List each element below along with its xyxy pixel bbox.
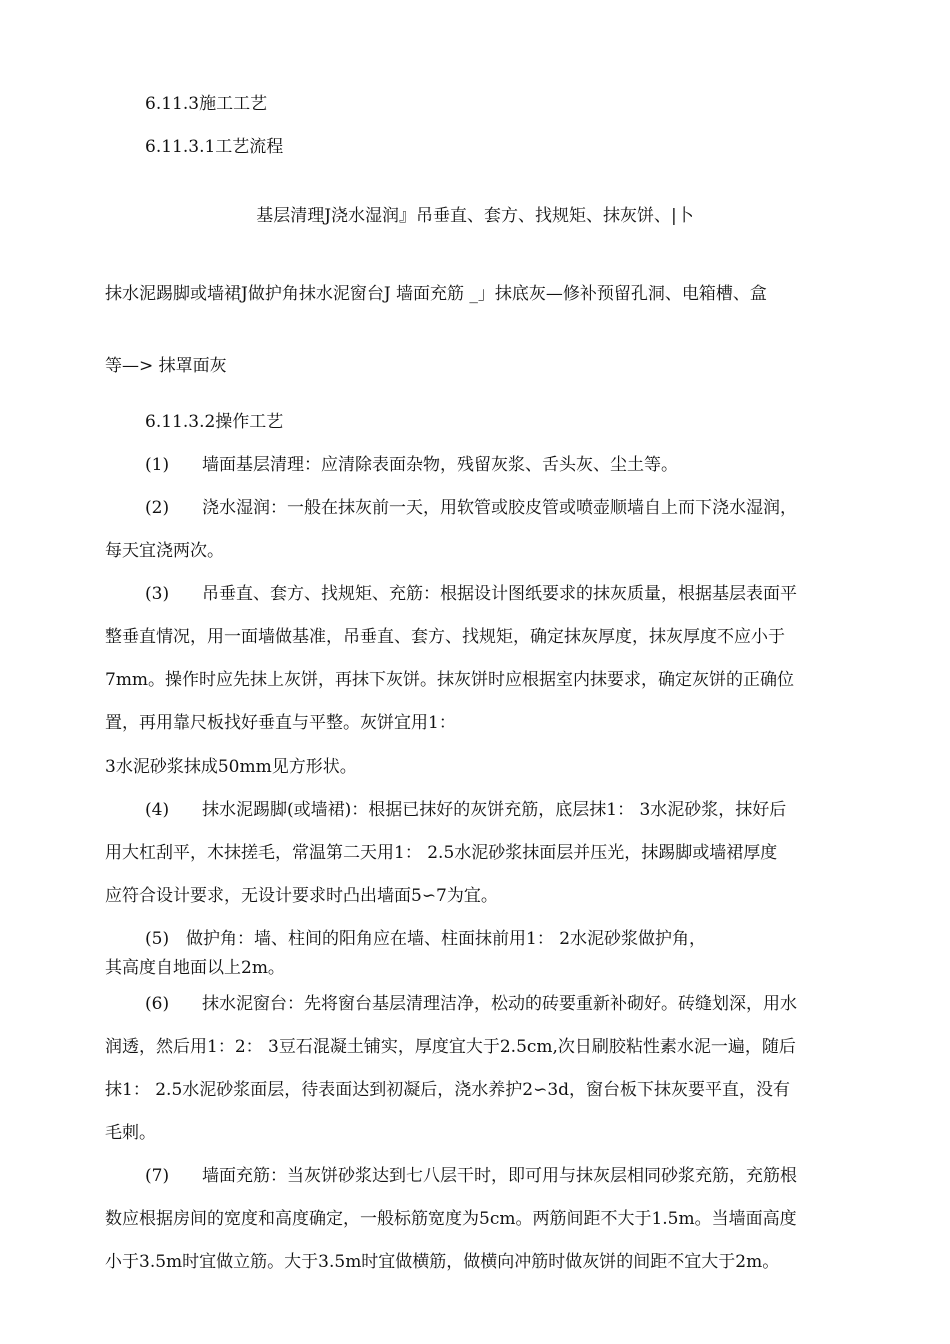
item-number: (3)	[145, 584, 170, 604]
heading-6-11-3-1: 6.11.3.1工艺流程	[145, 137, 284, 157]
item-number: (4)	[145, 800, 170, 820]
item-text: 做护角：墙、柱间的阳角应在墙、柱面抹前用1： 2水泥砂浆做护角，	[186, 929, 707, 949]
item-text: 其高度自地面以上2m。	[105, 958, 285, 978]
item-text: 墙面基层清理：应清除表面杂物，残留灰浆、舌头灰、尘土等。	[202, 455, 678, 475]
item-text: 润透，然后用1：2： 3豆石混凝土铺实，厚度宜大于2.5cm,次日刷胶粘性素水泥一遍，随后	[105, 1037, 796, 1057]
item-text: 3水泥砂浆抹成50mm见方形状。	[105, 757, 357, 777]
item-number: (6)	[145, 994, 170, 1014]
item-text: 每天宜浇两次。	[105, 541, 224, 561]
heading-6-11-3: 6.11.3施工工艺	[145, 94, 268, 114]
item-text: 抹水泥踢脚(或墙裙)：根据已抹好的灰饼充筋，底层抹1： 3水泥砂浆，抹好后	[202, 800, 787, 820]
item-number: (5)	[145, 929, 170, 949]
item-text: 吊垂直、套方、找规矩、充筋：根据设计图纸要求的抹灰质量，根据基层表面平	[202, 584, 797, 604]
flow-line-1: 基层清理J浇水湿润』吊垂直、套方、找规矩、抹灰饼、|卜	[256, 206, 694, 226]
item-text: 小于3.5m时宜做立筋。大于3.5m时宜做横筋，做横向冲筋时做灰饼的间距不宜大于2m。	[105, 1252, 780, 1272]
flow-line-3: 等—> 抹罩面灰	[105, 356, 227, 376]
item-text: 墙面充筋：当灰饼砂浆达到七八层干时，即可用与抹灰层相同砂浆充筋，充筋根	[202, 1166, 797, 1186]
item-text: 浇水湿润：一般在抹灰前一天，用软管或胶皮管或喷壶顺墙自上而下浇水湿润，	[202, 498, 797, 518]
item-number: (1)	[145, 455, 170, 475]
item-number: (7)	[145, 1166, 170, 1186]
heading-6-11-3-2: 6.11.3.2操作工艺	[145, 412, 284, 432]
item-text: 整垂直情况，用一面墙做基准，吊垂直、套方、找规矩，确定抹灰厚度，抹灰厚度不应小于	[105, 627, 785, 647]
item-text: 置，再用靠尺板找好垂直与平整。灰饼宜用1：	[105, 713, 456, 733]
item-text: 7mm。操作时应先抹上灰饼，再抹下灰饼。抹灰饼时应根据室内抹要求，确定灰饼的正确位	[105, 670, 795, 690]
item-text: 应符合设计要求，无设计要求时凸出墙面5∽7为宜。	[105, 886, 498, 906]
item-text: 毛刺。	[105, 1123, 156, 1143]
item-text: 抹1： 2.5水泥砂浆面层，待表面达到初凝后，浇水养护2∽3d，窗台板下抹灰要平直，没有	[105, 1080, 791, 1100]
item-text: 抹水泥窗台：先将窗台基层清理洁净，松动的砖要重新补砌好。砖缝划深，用水	[202, 994, 797, 1014]
item-text: 用大杠刮平，木抹搓毛，常温第二天用1： 2.5水泥砂浆抹面层并压光，抹踢脚或墙裙厚度	[105, 843, 778, 863]
item-number: (2)	[145, 498, 170, 518]
flow-line-2: 抹水泥踢脚或墙裙J做护角抹水泥窗台J 墙面充筋 _」抹底灰—修补预留孔洞、电箱槽、盒	[105, 284, 767, 304]
item-text: 数应根据房间的宽度和高度确定，一般标筋宽度为5cm。两筋间距不大于1.5m。当墙面高度	[105, 1209, 797, 1229]
